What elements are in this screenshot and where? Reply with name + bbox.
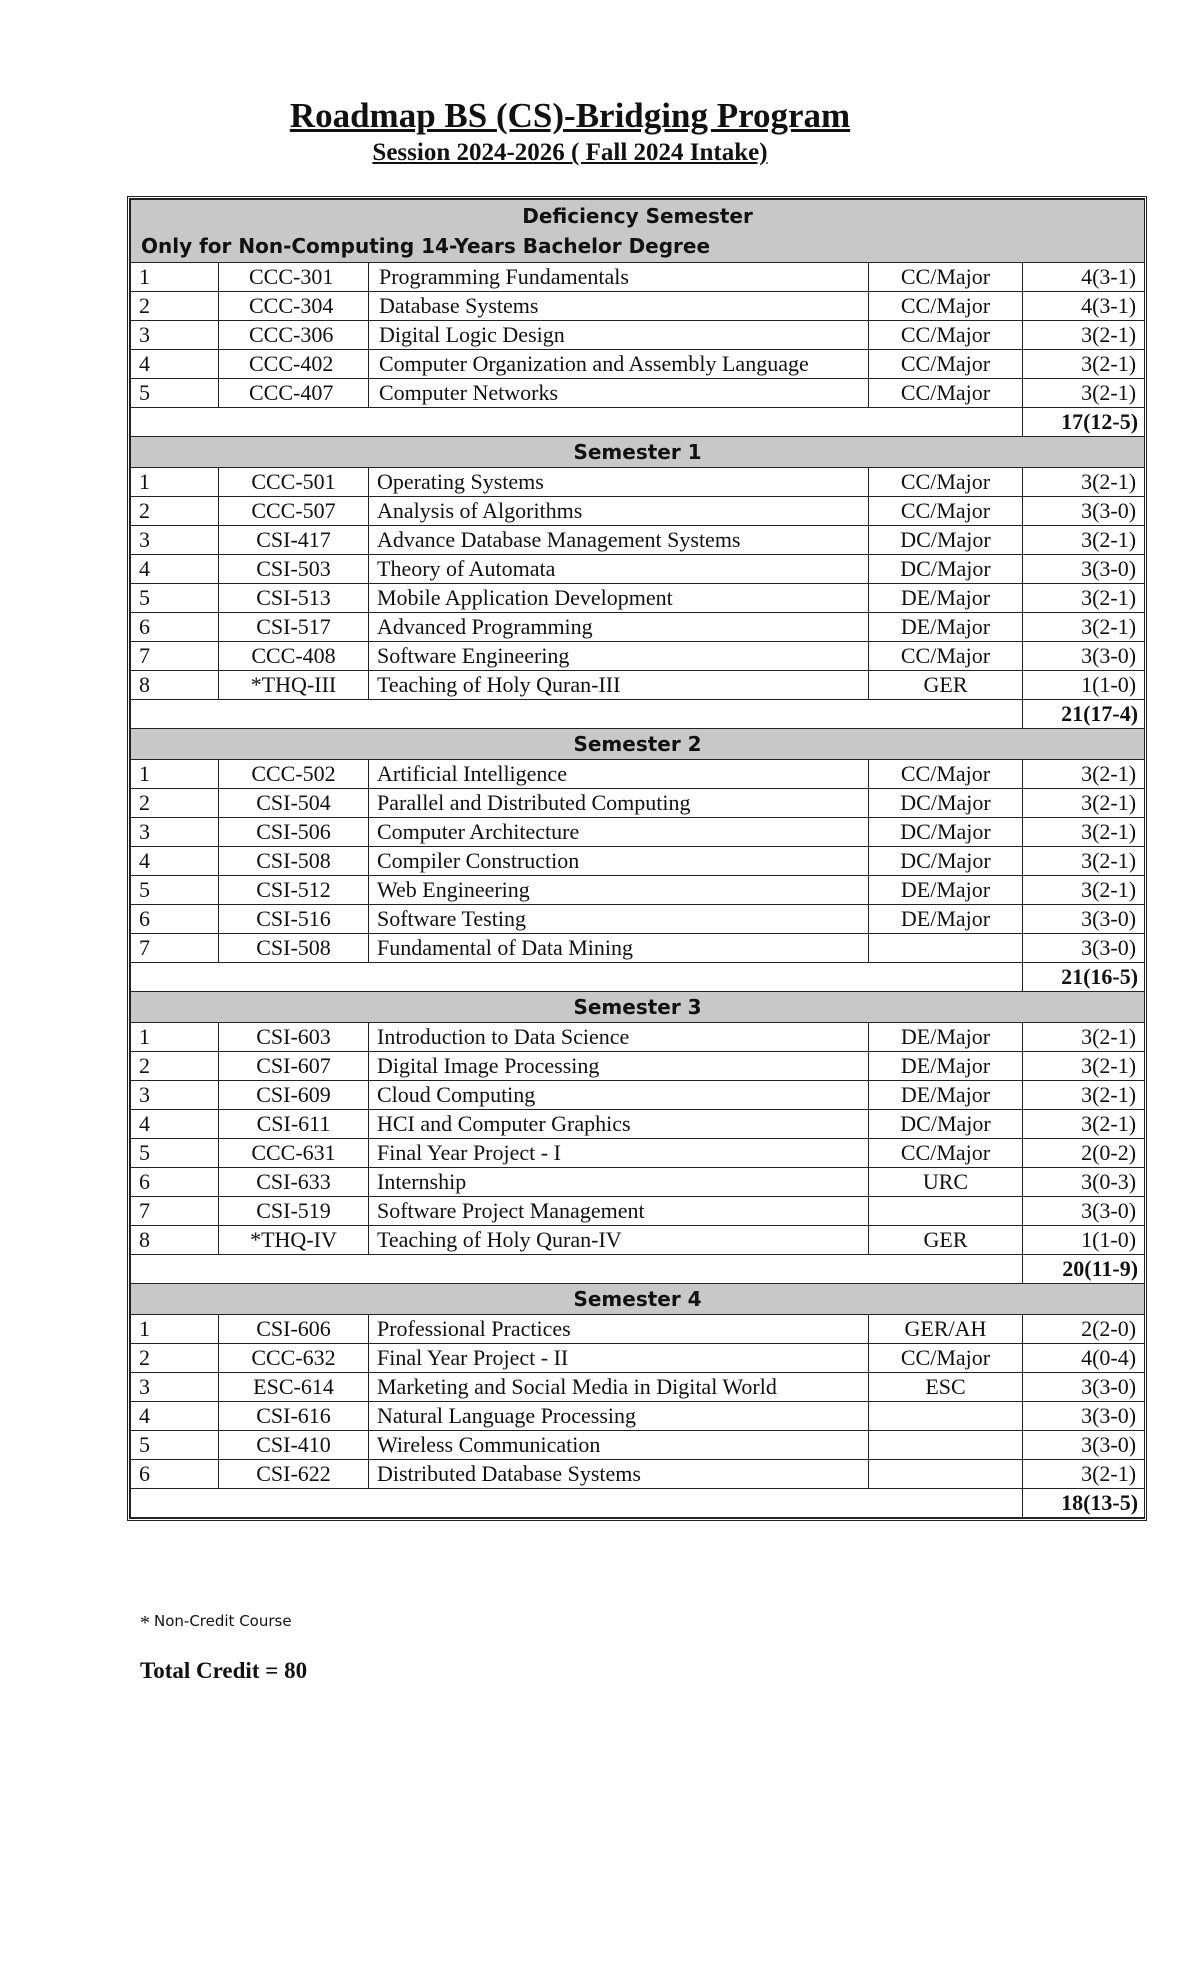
- course-credits: 3(2-1): [1023, 876, 1145, 905]
- course-title: Analysis of Algorithms: [369, 497, 869, 526]
- course-number: 3: [131, 818, 219, 847]
- course-category: [869, 1460, 1023, 1489]
- course-category: DE/Major: [869, 905, 1023, 934]
- course-category: CC/Major: [869, 350, 1023, 379]
- semester-header-cell: [131, 729, 1145, 760]
- course-code: CSI-508: [219, 847, 369, 876]
- course-credits: 3(3-0): [1023, 642, 1145, 671]
- course-credits: 3(3-0): [1023, 555, 1145, 584]
- semester-total-row: [131, 408, 1145, 437]
- course-row: [131, 321, 1145, 350]
- course-category: DE/Major: [869, 1023, 1023, 1052]
- course-credits: 3(2-1): [1023, 468, 1145, 497]
- course-category: CC/Major: [869, 642, 1023, 671]
- course-code: CSI-516: [219, 905, 369, 934]
- course-title: Internship: [369, 1168, 869, 1197]
- course-row: [131, 1460, 1145, 1489]
- footnote: [140, 1612, 292, 1635]
- course-row: [131, 1402, 1145, 1431]
- course-number: 2: [131, 497, 219, 526]
- course-category: [869, 1431, 1023, 1460]
- course-category: CC/Major: [869, 468, 1023, 497]
- semester-header-cell: [131, 992, 1145, 1023]
- course-code: CSI-609: [219, 1081, 369, 1110]
- course-title: Wireless Communication: [369, 1431, 869, 1460]
- course-code: CSI-512: [219, 876, 369, 905]
- course-number: 1: [131, 1023, 219, 1052]
- course-number: 4: [131, 847, 219, 876]
- semester-heading: Semester 4: [573, 1287, 702, 1311]
- course-row: [131, 905, 1145, 934]
- course-number: 7: [131, 1197, 219, 1226]
- course-number: 2: [131, 292, 219, 321]
- course-row: [131, 1344, 1145, 1373]
- course-number: 3: [131, 321, 219, 350]
- course-number: 5: [131, 876, 219, 905]
- course-number: 2: [131, 789, 219, 818]
- course-title: Teaching of Holy Quran-III: [369, 671, 869, 700]
- course-title: Software Project Management: [369, 1197, 869, 1226]
- course-code: CSI-607: [219, 1052, 369, 1081]
- course-code: *THQ-IV: [219, 1226, 369, 1255]
- roadmap-table: [130, 199, 1145, 1518]
- semester-header-row: [131, 437, 1145, 468]
- course-category: CC/Major: [869, 292, 1023, 321]
- course-title: Natural Language Processing: [369, 1402, 869, 1431]
- course-number: 3: [131, 526, 219, 555]
- course-row: [131, 789, 1145, 818]
- course-row: [131, 1110, 1145, 1139]
- course-title: Web Engineering: [369, 876, 869, 905]
- course-row: [131, 1431, 1145, 1460]
- course-code: CCC-501: [219, 468, 369, 497]
- course-row: [131, 1023, 1145, 1052]
- course-title: Computer Organization and Assembly Language: [369, 350, 869, 379]
- course-category: DE/Major: [869, 613, 1023, 642]
- course-code: CSI-616: [219, 1402, 369, 1431]
- course-title: Software Testing: [369, 905, 869, 934]
- course-row: [131, 760, 1145, 789]
- document-subtitle: Session 2024-2026 ( Fall 2024 Intake): [372, 139, 768, 166]
- semester-heading: Deficiency Semester: [522, 204, 753, 228]
- course-number: 4: [131, 350, 219, 379]
- semester-total-row: [131, 1489, 1145, 1518]
- course-row: [131, 1081, 1145, 1110]
- course-credits: 3(2-1): [1023, 526, 1145, 555]
- course-number: 6: [131, 1460, 219, 1489]
- course-title: Marketing and Social Media in Digital World: [369, 1373, 869, 1402]
- semester-total-credits: 17(12-5): [1023, 408, 1145, 437]
- total-blank-cell: [131, 408, 1023, 437]
- total-blank-cell: [131, 1489, 1023, 1518]
- course-title: Advance Database Management Systems: [369, 526, 869, 555]
- course-category: DE/Major: [869, 584, 1023, 613]
- semester-header-row: [131, 200, 1145, 263]
- total-credit: Total Credit = 80: [140, 1658, 308, 1683]
- course-title: Cloud Computing: [369, 1081, 869, 1110]
- semester-total-row: [131, 700, 1145, 729]
- course-category: DC/Major: [869, 847, 1023, 876]
- course-row: [131, 1226, 1145, 1255]
- course-category: GER: [869, 671, 1023, 700]
- course-row: [131, 1168, 1145, 1197]
- course-number: 8: [131, 1226, 219, 1255]
- course-category: GER/AH: [869, 1315, 1023, 1344]
- course-title: Digital Logic Design: [369, 321, 869, 350]
- course-title: Fundamental of Data Mining: [369, 934, 869, 963]
- course-row: [131, 526, 1145, 555]
- course-code: CSI-417: [219, 526, 369, 555]
- course-code: CCC-502: [219, 760, 369, 789]
- course-row: [131, 613, 1145, 642]
- course-category: [869, 1197, 1023, 1226]
- semester-header-row: [131, 1284, 1145, 1315]
- course-row: [131, 1197, 1145, 1226]
- course-category: CC/Major: [869, 1344, 1023, 1373]
- course-title: Mobile Application Development: [369, 584, 869, 613]
- course-code: CSI-504: [219, 789, 369, 818]
- course-number: 1: [131, 760, 219, 789]
- course-credits: 3(2-1): [1023, 1081, 1145, 1110]
- course-credits: 3(3-0): [1023, 1373, 1145, 1402]
- course-category: DE/Major: [869, 1052, 1023, 1081]
- course-title: Teaching of Holy Quran-IV: [369, 1226, 869, 1255]
- course-number: 4: [131, 1402, 219, 1431]
- course-category: ESC: [869, 1373, 1023, 1402]
- course-credits: 3(2-1): [1023, 613, 1145, 642]
- semester-header-row: [131, 992, 1145, 1023]
- course-row: [131, 350, 1145, 379]
- course-number: 6: [131, 905, 219, 934]
- course-category: CC/Major: [869, 379, 1023, 408]
- course-category: DE/Major: [869, 1081, 1023, 1110]
- course-code: CSI-503: [219, 555, 369, 584]
- course-code: CSI-519: [219, 1197, 369, 1226]
- document-title: Roadmap BS (CS)-Bridging Program: [289, 96, 851, 135]
- course-number: 7: [131, 642, 219, 671]
- course-row: [131, 818, 1145, 847]
- course-code: *THQ-III: [219, 671, 369, 700]
- course-code: CSI-508: [219, 934, 369, 963]
- course-title: Programming Fundamentals: [369, 263, 869, 292]
- course-category: DE/Major: [869, 876, 1023, 905]
- semester-header-row: [131, 729, 1145, 760]
- course-credits: 3(2-1): [1023, 1110, 1145, 1139]
- course-title: Digital Image Processing: [369, 1052, 869, 1081]
- course-credits: 1(1-0): [1023, 1226, 1145, 1255]
- course-title: Introduction to Data Science: [369, 1023, 869, 1052]
- course-code: CSI-513: [219, 584, 369, 613]
- course-number: 3: [131, 1081, 219, 1110]
- course-credits: 3(2-1): [1023, 1052, 1145, 1081]
- course-code: CSI-603: [219, 1023, 369, 1052]
- course-category: GER: [869, 1226, 1023, 1255]
- course-code: CSI-506: [219, 818, 369, 847]
- course-credits: 3(2-1): [1023, 321, 1145, 350]
- course-title: Database Systems: [369, 292, 869, 321]
- course-number: 1: [131, 1315, 219, 1344]
- course-code: CSI-611: [219, 1110, 369, 1139]
- semester-total-row: [131, 963, 1145, 992]
- course-category: DC/Major: [869, 818, 1023, 847]
- course-category: CC/Major: [869, 321, 1023, 350]
- total-blank-cell: [131, 700, 1023, 729]
- course-code: CSI-622: [219, 1460, 369, 1489]
- semester-header-cell: [131, 200, 1145, 263]
- course-category: DC/Major: [869, 555, 1023, 584]
- course-credits: 3(0-3): [1023, 1168, 1145, 1197]
- course-title: Computer Networks: [369, 379, 869, 408]
- course-number: 6: [131, 613, 219, 642]
- course-number: 2: [131, 1052, 219, 1081]
- semester-heading: Semester 1: [573, 440, 702, 464]
- semester-total-row: [131, 1255, 1145, 1284]
- semester-total-credits: 21(16-5): [1023, 963, 1145, 992]
- semester-total-credits: 18(13-5): [1023, 1489, 1145, 1518]
- course-row: [131, 1373, 1145, 1402]
- course-category: CC/Major: [869, 497, 1023, 526]
- course-row: [131, 1315, 1145, 1344]
- course-category: CC/Major: [869, 1139, 1023, 1168]
- course-code: CCC-407: [219, 379, 369, 408]
- semester-heading: Semester 2: [573, 732, 702, 756]
- course-title: Software Engineering: [369, 642, 869, 671]
- course-title: Compiler Construction: [369, 847, 869, 876]
- course-credits: 4(3-1): [1023, 263, 1145, 292]
- course-number: 5: [131, 1431, 219, 1460]
- course-number: 1: [131, 263, 219, 292]
- course-category: [869, 934, 1023, 963]
- course-code: CCC-507: [219, 497, 369, 526]
- course-code: CSI-606: [219, 1315, 369, 1344]
- course-code: CSI-633: [219, 1168, 369, 1197]
- footnote-text: Non-Credit Course: [154, 1612, 292, 1630]
- course-row: [131, 671, 1145, 700]
- course-code: CCC-632: [219, 1344, 369, 1373]
- semester-heading: Semester 3: [573, 995, 702, 1019]
- course-code: CCC-301: [219, 263, 369, 292]
- course-credits: 1(1-0): [1023, 671, 1145, 700]
- semester-total-credits: 20(11-9): [1023, 1255, 1145, 1284]
- course-row: [131, 263, 1145, 292]
- course-number: 1: [131, 468, 219, 497]
- course-credits: 3(3-0): [1023, 1197, 1145, 1226]
- course-title: Computer Architecture: [369, 818, 869, 847]
- course-number: 3: [131, 1373, 219, 1402]
- course-title: Artificial Intelligence: [369, 760, 869, 789]
- course-credits: 3(3-0): [1023, 1402, 1145, 1431]
- course-title: Advanced Programming: [369, 613, 869, 642]
- course-code: CCC-402: [219, 350, 369, 379]
- total-blank-cell: [131, 1255, 1023, 1284]
- course-number: 4: [131, 555, 219, 584]
- course-number: 5: [131, 584, 219, 613]
- course-credits: 3(2-1): [1023, 350, 1145, 379]
- course-code: CSI-410: [219, 1431, 369, 1460]
- semester-header-cell: [131, 437, 1145, 468]
- course-credits: 3(3-0): [1023, 497, 1145, 526]
- course-credits: 3(3-0): [1023, 905, 1145, 934]
- course-credits: 3(2-1): [1023, 760, 1145, 789]
- course-row: [131, 379, 1145, 408]
- semester-header-cell: [131, 1284, 1145, 1315]
- course-code: CCC-408: [219, 642, 369, 671]
- course-row: [131, 497, 1145, 526]
- semester-total-credits: 21(17-4): [1023, 700, 1145, 729]
- course-code: ESC-614: [219, 1373, 369, 1402]
- course-credits: 3(2-1): [1023, 1023, 1145, 1052]
- course-credits: 3(2-1): [1023, 847, 1145, 876]
- course-row: [131, 1139, 1145, 1168]
- course-row: [131, 642, 1145, 671]
- course-credits: 3(2-1): [1023, 789, 1145, 818]
- course-category: DC/Major: [869, 789, 1023, 818]
- course-category: CC/Major: [869, 760, 1023, 789]
- course-row: [131, 584, 1145, 613]
- course-credits: 4(0-4): [1023, 1344, 1145, 1373]
- course-number: 6: [131, 1168, 219, 1197]
- document-header: [0, 96, 1140, 168]
- course-category: [869, 1402, 1023, 1431]
- total-blank-cell: [131, 963, 1023, 992]
- course-row: [131, 468, 1145, 497]
- course-row: [131, 1052, 1145, 1081]
- course-code: CSI-517: [219, 613, 369, 642]
- semester-subheading: Only for Non-Computing 14-Years Bachelor Degree: [141, 234, 711, 258]
- course-title: Distributed Database Systems: [369, 1460, 869, 1489]
- course-code: CCC-631: [219, 1139, 369, 1168]
- course-credits: 3(2-1): [1023, 379, 1145, 408]
- course-title: Final Year Project - I: [369, 1139, 869, 1168]
- course-credits: 4(3-1): [1023, 292, 1145, 321]
- course-number: 5: [131, 1139, 219, 1168]
- course-credits: 3(2-1): [1023, 818, 1145, 847]
- course-code: CCC-306: [219, 321, 369, 350]
- course-number: 7: [131, 934, 219, 963]
- course-row: [131, 934, 1145, 963]
- course-credits: 2(0-2): [1023, 1139, 1145, 1168]
- course-row: [131, 292, 1145, 321]
- course-title: Theory of Automata: [369, 555, 869, 584]
- course-credits: 2(2-0): [1023, 1315, 1145, 1344]
- course-number: 2: [131, 1344, 219, 1373]
- course-row: [131, 876, 1145, 905]
- roadmap-table-frame: [127, 196, 1147, 1521]
- course-category: URC: [869, 1168, 1023, 1197]
- course-number: 4: [131, 1110, 219, 1139]
- course-category: CC/Major: [869, 263, 1023, 292]
- course-credits: 3(3-0): [1023, 1431, 1145, 1460]
- course-credits: 3(2-1): [1023, 1460, 1145, 1489]
- course-title: Professional Practices: [369, 1315, 869, 1344]
- course-number: 5: [131, 379, 219, 408]
- course-credits: 3(2-1): [1023, 584, 1145, 613]
- footnote-symbol: *: [140, 1612, 150, 1634]
- course-row: [131, 847, 1145, 876]
- course-row: [131, 555, 1145, 584]
- course-code: CCC-304: [219, 292, 369, 321]
- course-title: Final Year Project - II: [369, 1344, 869, 1373]
- course-category: DC/Major: [869, 1110, 1023, 1139]
- course-title: HCI and Computer Graphics: [369, 1110, 869, 1139]
- course-title: Operating Systems: [369, 468, 869, 497]
- course-title: Parallel and Distributed Computing: [369, 789, 869, 818]
- course-number: 8: [131, 671, 219, 700]
- course-credits: 3(3-0): [1023, 934, 1145, 963]
- course-category: DC/Major: [869, 526, 1023, 555]
